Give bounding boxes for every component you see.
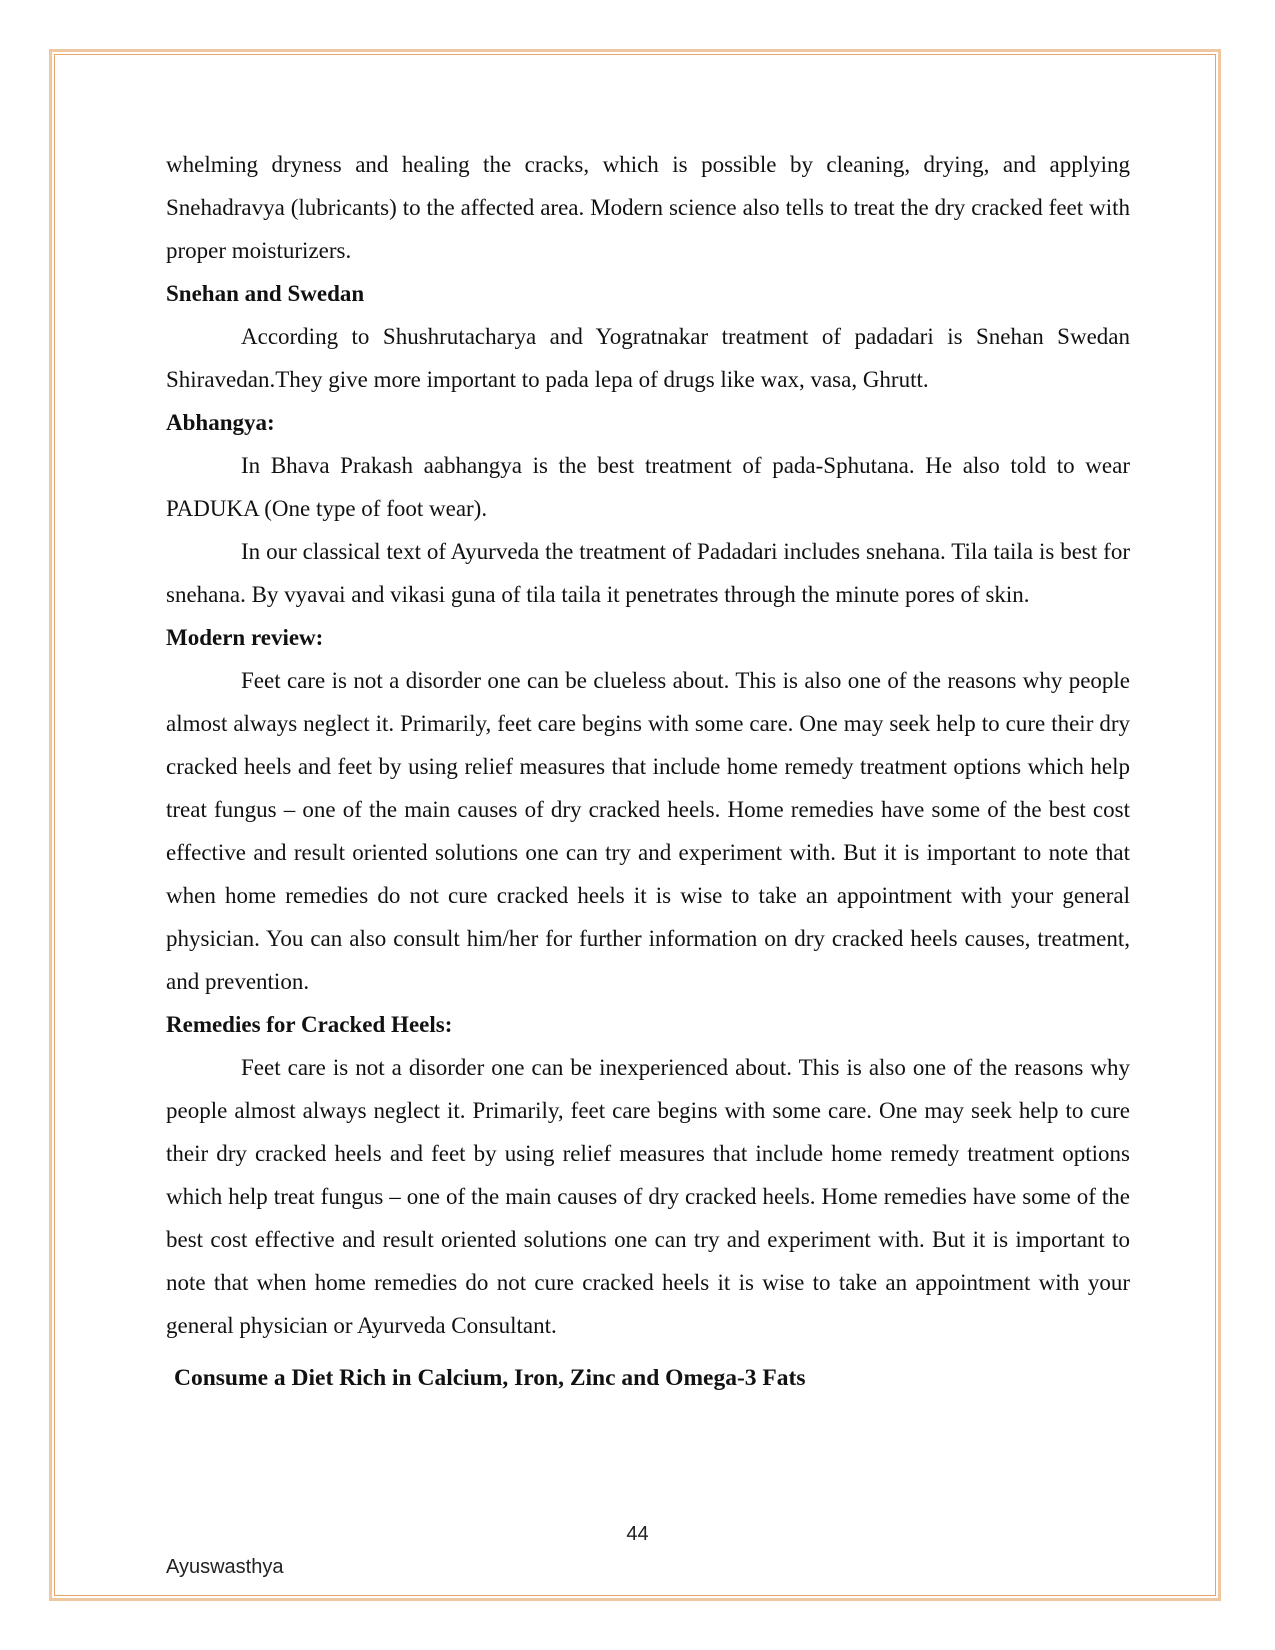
modern-review-paragraph: Feet care is not a disorder one can be clueless about. This is also one of the reasons why people almost always neglect it. Primarily, feet care begins with some care. One may seek help to cure their dry cracked heels and feet by using relief measures that include home remedy treatment options which help treat fungus – one of the main causes of dry cracked heels. Home remedies have some of the best cost effective and result oriented solutions one can try and experiment with. But it is important to note that when home remedies do not cure cracked heels it is wise to take an appointment with your general physician. You can also consult him/her for further information on dry cracked heels causes, treatment, and prevention. [166,668,1130,994]
page-content [166,143,1130,1400]
heading-remedies: Remedies for Cracked Heels: [166,1012,453,1037]
heading-abhangya: Abhangya: [166,410,275,435]
heading-diet: Consume a Diet Rich in Calcium, Iron, Zinc and Omega-3 Fats [174,1365,806,1391]
heading-snehan-swedan: Snehan and Swedan [166,281,365,306]
remedies-paragraph: Feet care is not a disorder one can be inexperienced about. This is also one of the reasons why people almost always neglect it. Primarily, feet care begins with some care. One may seek help to cure their dry cracked heels and feet by using relief measures that include home remedy treatment options which help treat fungus – one of the main causes of dry cracked heels. Home remedies have some of the best cost effective and result oriented solutions one can try and experiment with. But it is important to note that when home remedies do not cure cracked heels it is wise to take an appointment with your general physician or Ayurveda Consultant. [166,1055,1130,1338]
abhangya-paragraph-2: In our classical text of Ayurveda the treatment of Padadari includes snehana. Tila taila is best for snehana. By vyavai and vikasi guna of tila taila it penetrates through the minute pores of skin. [166,539,1130,607]
footer-title: Ayuswasthya [166,1556,284,1578]
abhangya-paragraph-1: In Bhava Prakash aabhangya is the best treatment of pada-Sphutana. He also told to wear PADUKA (One type of foot wear). [166,453,1130,521]
page-number: 44 [626,1523,649,1545]
intro-paragraph: whelming dryness and healing the cracks, which is possible by cleaning, drying, and applying Snehadravya (lubricants) to the affected area. Modern science also tells to treat the dry cracked feet with proper moisturizers. [166,152,1130,263]
heading-modern-review: Modern review: [166,625,324,650]
snehan-paragraph: According to Shushrutacharya and Yogratnakar treatment of padadari is Snehan Swedan Shiravedan.They give more important to pada lepa of drugs like wax, vasa, Ghrutt. [166,324,1130,392]
